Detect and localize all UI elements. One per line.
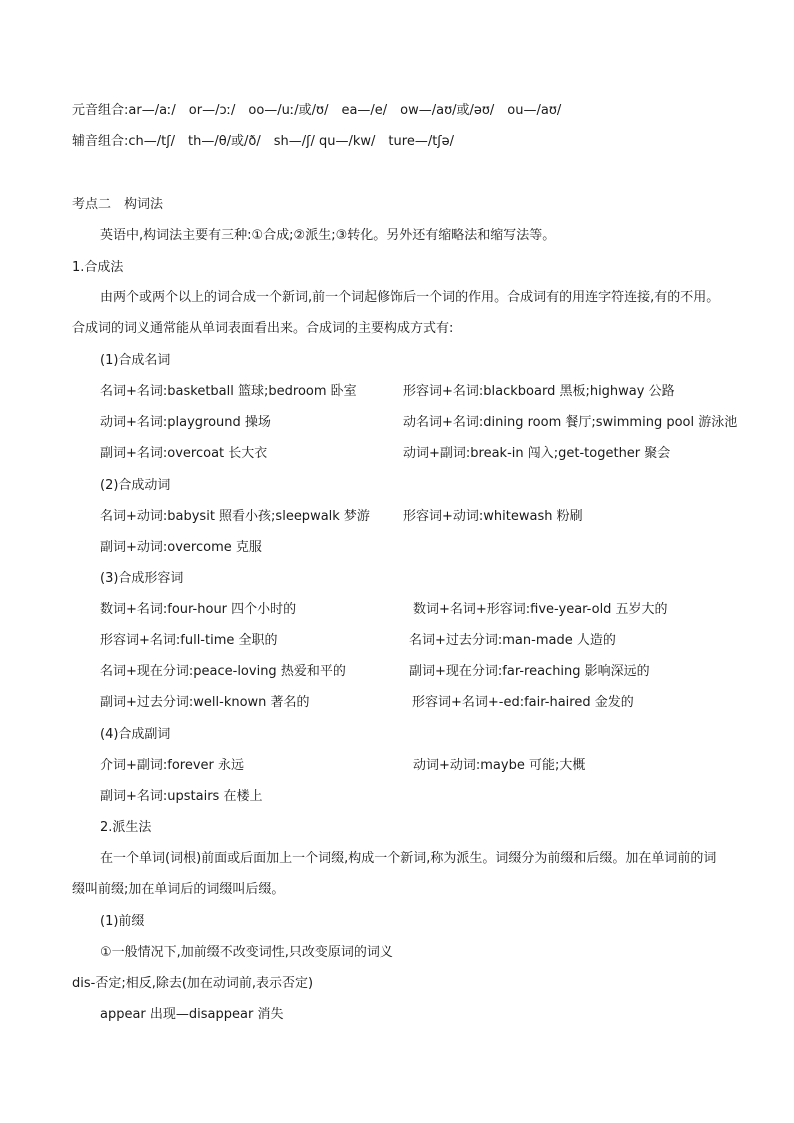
- noun-row-1-right: 形容词+名词:blackboard 黑板;highway 公路: [403, 384, 675, 399]
- adj-row-2-left: 形容词+名词:full-time 全职的: [100, 633, 278, 648]
- derivation-title: 2.派生法: [100, 820, 152, 835]
- verb-row-2-left: 副词+动词:overcome 克服: [100, 540, 262, 555]
- adj-row-4-left: 副词+过去分词:well-known 著名的: [100, 695, 310, 710]
- consonant-combinations: 辅音组合:ch—/tʃ/ th—/θ/或/ð/ sh—/ʃ/ qu—/kw/ ture—/tʃə/: [72, 134, 455, 149]
- noun-row-2-right: 动名词+名词:dining room 餐厅;swimming pool 游泳池: [403, 415, 738, 430]
- adv-row-2-left: 副词+名词:upstairs 在楼上: [100, 789, 263, 804]
- compound-description: 由两个或两个以上的词合成一个新词,前一个词起修饰后一个词的作用。合成词有的用连字符连接,有的不用。合成词的词义通常能从单词表面看出来。合成词的主要构成方式有:: [72, 290, 720, 336]
- noun-row-1-left: 名词+名词:basketball 篮球;bedroom 卧室: [100, 384, 357, 399]
- prefix-example: appear 出现—disappear 消失: [100, 1007, 284, 1022]
- adv-row-1-left: 介词+副词:forever 永远: [100, 758, 245, 773]
- noun-row-3-left: 副词+名词:overcoat 长大衣: [100, 446, 268, 461]
- compound-nouns-title: (1)合成名词: [100, 353, 171, 368]
- verb-row-1-right: 形容词+动词:whitewash 粉刷: [403, 509, 583, 524]
- section-heading: 考点二 构词法: [72, 197, 164, 212]
- noun-row-3-right: 动词+副词:break-in 闯入;get-together 聚会: [403, 446, 671, 461]
- adj-row-2-right: 名词+过去分词:man-made 人造的: [409, 633, 616, 648]
- compound-adjectives-title: (3)合成形容词: [100, 571, 184, 586]
- compound-verbs-title: (2)合成动词: [100, 478, 171, 493]
- prefix-dis: dis-否定;相反,除去(加在动词前,表示否定): [72, 976, 314, 991]
- adj-row-3-left: 名词+现在分词:peace-loving 热爱和平的: [100, 664, 346, 679]
- adj-row-1-left: 数词+名词:four-hour 四个小时的: [100, 602, 297, 617]
- compound-adverbs-title: (4)合成副词: [100, 727, 171, 742]
- noun-row-2-left: 动词+名词:playground 操场: [100, 415, 271, 430]
- vowel-combinations: 元音组合:ar—/aː/ or—/ɔː/ oo—/uː/或/ʊ/ ea—/e/ ow—/aʊ/或/əʊ/ ou—/aʊ/: [72, 103, 562, 118]
- verb-row-1-left: 名词+动词:babysit 照看小孩;sleepwalk 梦游: [100, 509, 370, 524]
- adj-row-1-right: 数词+名词+形容词:five-year-old 五岁大的: [413, 602, 668, 617]
- adj-row-3-right: 副词+现在分词:far-reaching 影响深远的: [409, 664, 650, 679]
- adv-row-1-right: 动词+动词:maybe 可能;大概: [413, 758, 586, 773]
- prefix-title: (1)前缀: [100, 914, 145, 929]
- adj-row-4-right: 形容词+名词+-ed:fair-haired 金发的: [412, 695, 634, 710]
- prefix-rule-1: ①一般情况下,加前缀不改变词性,只改变原词的词义: [100, 945, 393, 960]
- section-intro: 英语中,构词法主要有三种:①合成;②派生;③转化。另外还有缩略法和缩写法等。: [100, 228, 556, 243]
- compound-title: 1.合成法: [72, 260, 124, 275]
- derivation-description: 在一个单词(词根)前面或后面加上一个词缀,构成一个新词,称为派生。词缀分为前缀和后缀。加在单词前的词缀叫前缀;加在单词后的词缀叫后缀。: [72, 851, 717, 897]
